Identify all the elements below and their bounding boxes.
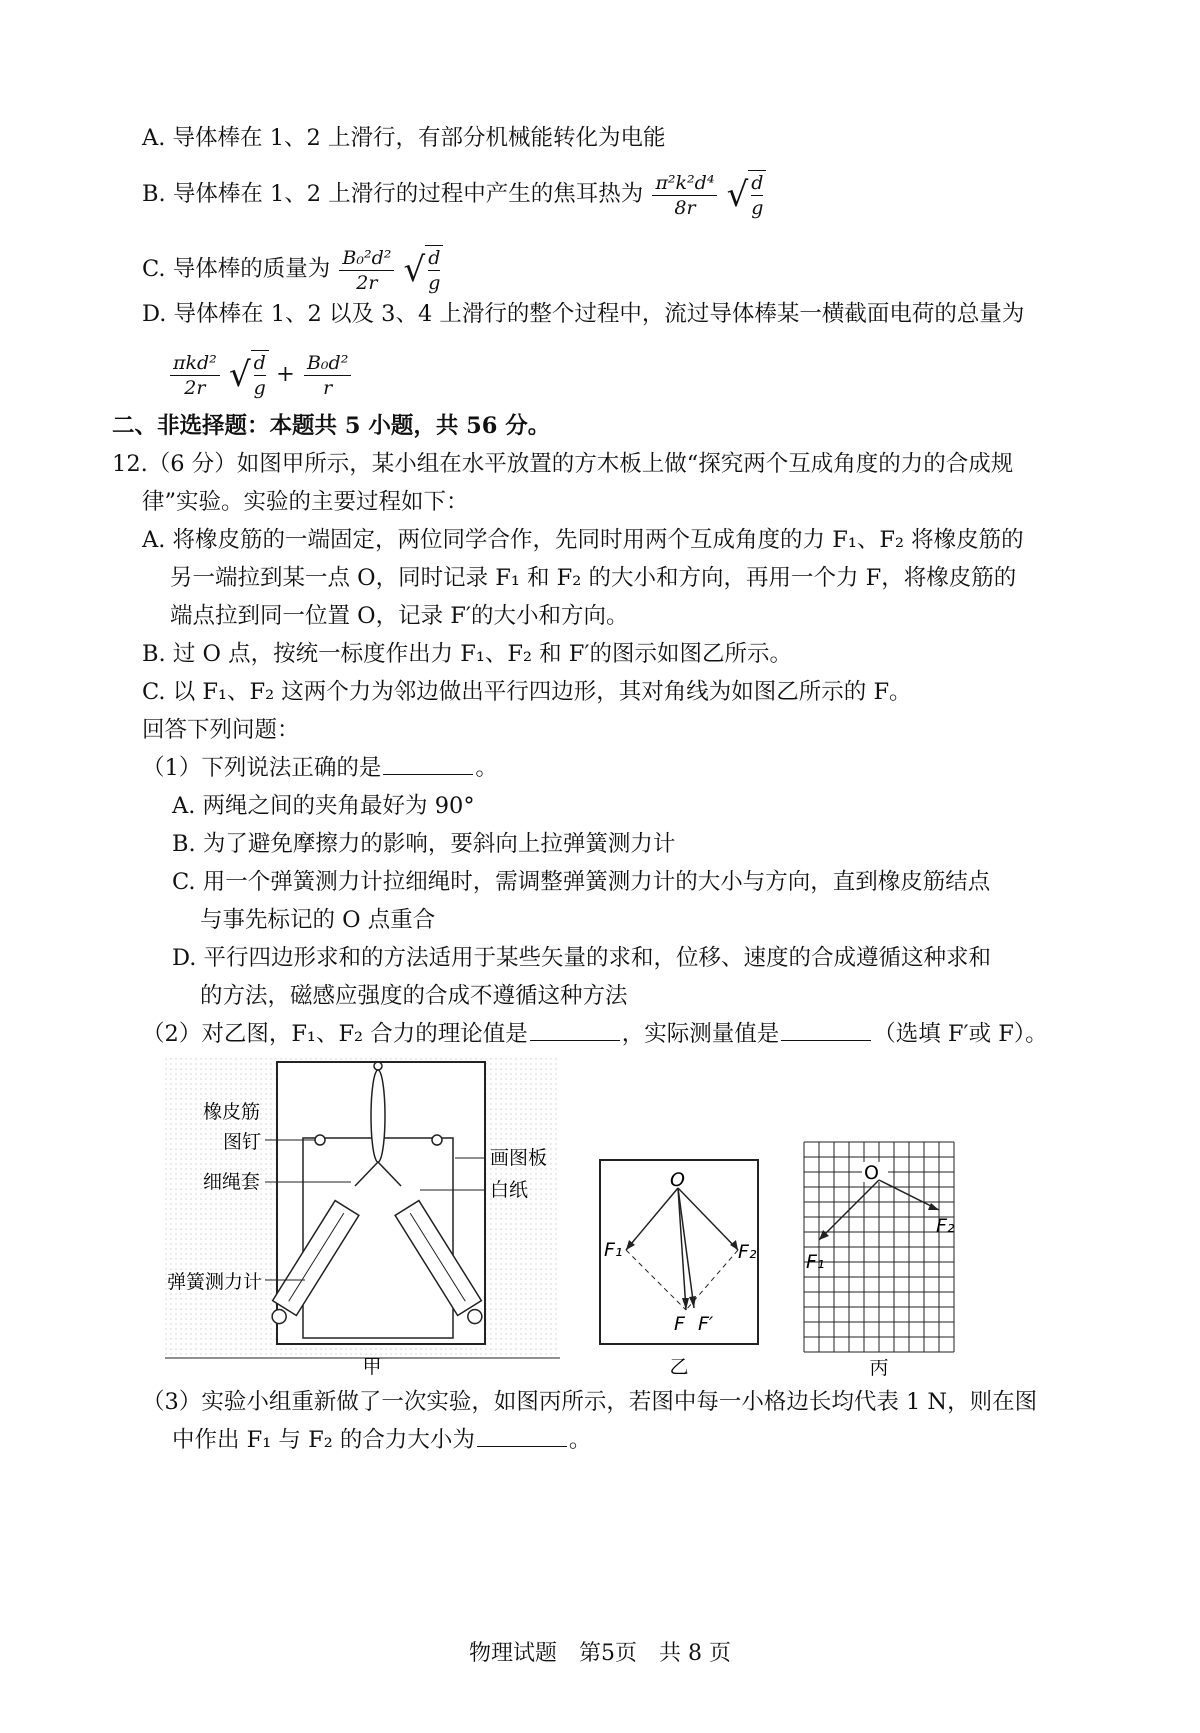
label-drawing-board: 画图板 xyxy=(490,1147,548,1169)
answer-blank xyxy=(781,1039,871,1041)
q12-step-a-1: A. 将橡皮筋的一端固定，两位同学合作，先同时用两个互成角度的力 F₁、F₂ 将橡皮筋的 xyxy=(142,527,1024,553)
q12-p1-option-c-2: 与事先标记的 O 点重合 xyxy=(200,907,436,933)
figure-bing xyxy=(802,1140,960,1376)
q12-part-1: （1）下列说法正确的是 。 xyxy=(142,755,498,781)
q12-p1-option-d-2: 的方法，磁感应强度的合成不遵循这种方法 xyxy=(200,983,628,1009)
label-o: O xyxy=(864,1162,879,1184)
q12-intro-2: 律”实验。实验的主要过程如下： xyxy=(142,489,469,515)
pin-icon xyxy=(432,1135,442,1145)
q12-p1-option-c-1: C. 用一个弹簧测力计拉细绳时，需调整弹簧测力计的大小与方向，直到橡皮筋结点 xyxy=(172,869,991,895)
q12-part-3-1: （3）实验小组重新做了一次实验，如图丙所示，若图中每一小格边长均代表 1 N，则在图 xyxy=(142,1389,1038,1415)
pin-icon xyxy=(315,1135,325,1145)
q12-step-b: B. 过 O 点，按统一标度作出力 F₁、F₂ 和 F′的图示如图乙所示。 xyxy=(142,641,793,667)
q11-option-d-formula: $\frac{\text{πkd²}}{2r}$ √ $\frac{d}{g}$ + $\frac{\text{B₀d²}}{r}$ xyxy=(168,350,353,400)
q12-step-a-3: 端点拉到同一位置 O，记录 F′的大小和方向。 xyxy=(170,603,629,629)
q12-step-a-2: 另一端拉到某一点 O，同时记录 F₁ 和 F₂ 的大小和方向，再用一个力 F，将橡皮筋的 xyxy=(170,565,1017,591)
label-string-loop: 细绳套 xyxy=(203,1171,261,1193)
caption-yi: 乙 xyxy=(669,1356,689,1376)
q12-p1-option-d-1: D. 平行四边形求和的方法适用于某些矢量的求和，位移、速度的合成遵循这种求和 xyxy=(172,945,992,971)
section-heading: 二、非选择题：本题共 5 小题，共 56 分。 xyxy=(112,413,551,439)
label-f-prime: F′ xyxy=(698,1313,714,1335)
fraction: $\frac{\text{B₀²d²}}{2r}$ xyxy=(339,246,394,295)
answer-blank xyxy=(383,773,473,775)
q12-answer-prompt: 回答下列问题： xyxy=(142,717,300,743)
fraction: $\frac{\text{π²k²d⁴}}{8r}$ xyxy=(652,171,717,220)
caption-bing: 丙 xyxy=(869,1357,889,1376)
page-footer: 物理试题 第5页 共 8 页 xyxy=(469,1641,731,1666)
label-f2: F₂ xyxy=(738,1241,757,1263)
q11-option-c: C. 导体棒的质量为 $\frac{\text{B₀²d²}}{2r}$ √ $\frac{d}{g}$ xyxy=(142,245,443,295)
q12-part-2: （2）对乙图，F₁、F₂ 合力的理论值是 ，实际测量值是 （选填 F′或 F）。 xyxy=(142,1021,1048,1047)
q12-intro-1: 12.（6 分）如图甲所示，某小组在水平放置的方木板上做“探究两个互成角度的力的合成规 xyxy=(112,451,1014,477)
rubber-band xyxy=(371,1070,385,1162)
q12-part-3-2: 中作出 F₁ 与 F₂ 的合力大小为 。 xyxy=(172,1427,592,1453)
q12-p1-option-b: B. 为了避免摩擦力的影响，要斜向上拉弹簧测力计 xyxy=(172,831,676,857)
q12-step-c: C. 以 F₁、F₂ 这两个力为邻边做出平行四边形，其对角线为如图乙所示的 F。 xyxy=(142,679,912,705)
label-f1: F₁ xyxy=(806,1251,825,1273)
q12-p1-option-a: A. 两绳之间的夹角最好为 90° xyxy=(172,793,475,819)
sqrt-d-over-g: √ $\frac{d}{g}$ xyxy=(727,170,767,220)
sqrt-d-over-g: √ $\frac{d}{g}$ xyxy=(404,245,444,295)
label-f1: F₁ xyxy=(604,1239,623,1261)
label-pin: 图钉 xyxy=(223,1131,262,1153)
label-f2: F₂ xyxy=(936,1215,955,1237)
figure-jia xyxy=(165,1058,560,1376)
q11-option-d: D. 导体棒在 1、2 以及 3、4 上滑行的整个过程中，流过导体棒某一横截面电荷的总量为 xyxy=(142,301,1025,327)
label-spring-scale: 弹簧测力计 xyxy=(167,1271,263,1293)
q11-option-a: A. 导体棒在 1、2 上滑行，有部分机械能转化为电能 xyxy=(142,125,666,151)
answer-blank xyxy=(477,1445,567,1447)
q11-option-b: B. 导体棒在 1、2 上滑行的过程中产生的焦耳热为 $\frac{\text{π²k²d⁴}}{8r}$ √ $\frac{d}{g}$ xyxy=(142,170,766,220)
label-f: F xyxy=(674,1313,685,1335)
label-o: O xyxy=(670,1169,685,1191)
answer-blank xyxy=(530,1039,620,1041)
label-white-paper: 白纸 xyxy=(490,1179,529,1201)
caption-jia: 甲 xyxy=(362,1356,382,1376)
figure-yi xyxy=(598,1158,760,1376)
label-rubber-band: 橡皮筋 xyxy=(203,1101,261,1123)
